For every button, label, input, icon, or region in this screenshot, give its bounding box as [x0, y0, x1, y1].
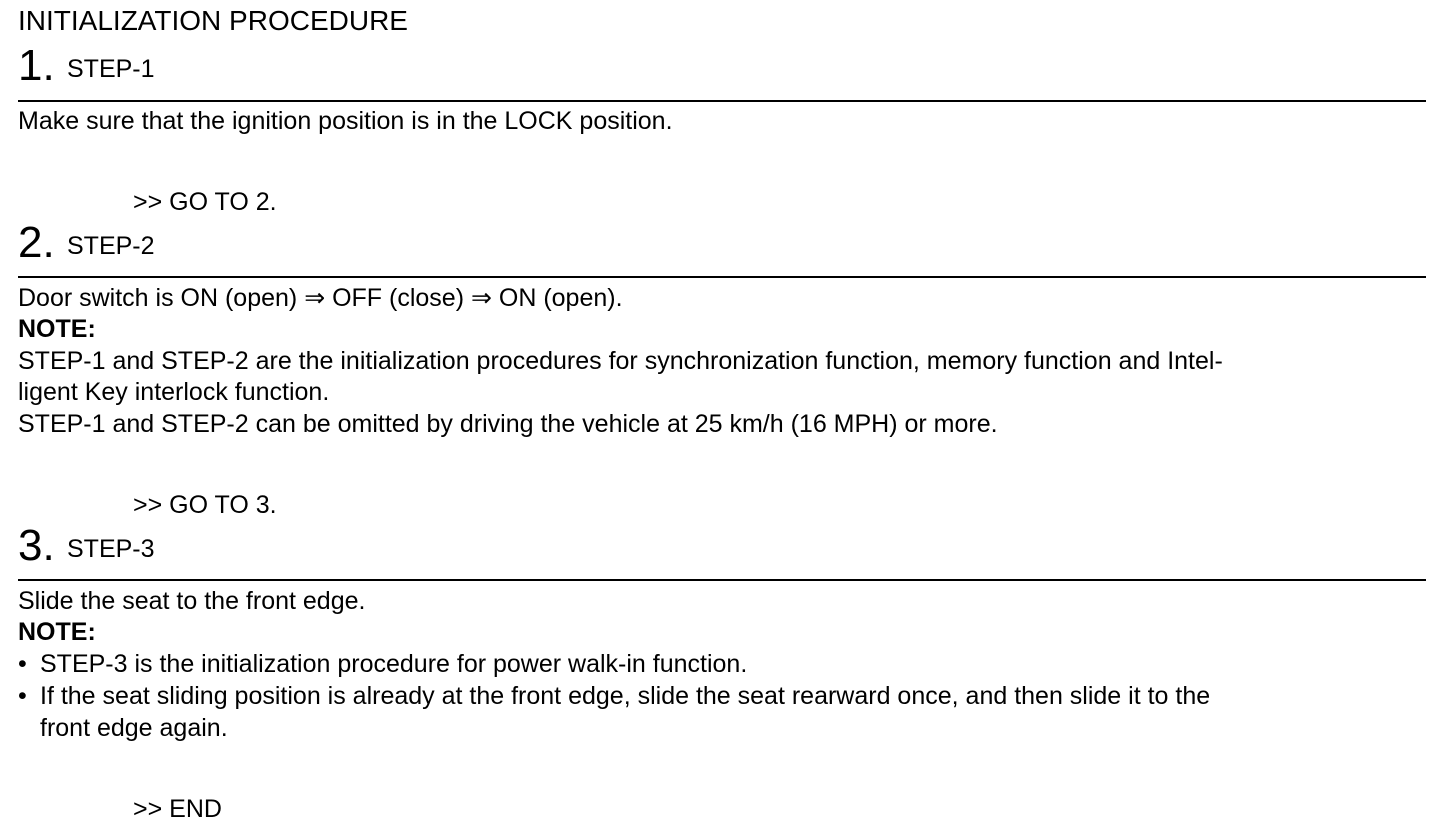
step-1-number: 1.	[18, 41, 55, 90]
step-2-note-label: NOTE:	[18, 315, 96, 343]
step-2-instruction: Door switch is ON (open) ⇒ OFF (close) ⇒ ON (open).	[18, 284, 623, 312]
step-2-divider	[18, 276, 1426, 278]
step-3-end: >> END	[133, 795, 222, 823]
step-2-note-line: STEP-1 and STEP-2 are the initialization procedures for synchronization function, memory function and Intel-	[18, 347, 1223, 375]
step-1-divider	[18, 100, 1426, 102]
step-3-number: 3.	[18, 521, 55, 570]
step-3-note-label: NOTE:	[18, 618, 96, 646]
step-3-note-bullet-continued: front edge again.	[40, 714, 228, 742]
step-3-name: STEP-3	[67, 535, 155, 563]
bullet-icon: •	[18, 650, 27, 678]
step-3-divider	[18, 579, 1426, 581]
step-1-name: STEP-1	[67, 55, 155, 83]
page-title: INITIALIZATION PROCEDURE	[18, 5, 408, 36]
step-2-goto: >> GO TO 3.	[133, 491, 277, 519]
bullet-icon: •	[18, 682, 27, 710]
step-3-instruction: Slide the seat to the front edge.	[18, 587, 366, 615]
step-3-note-bullet: If the seat sliding position is already at the front edge, slide the seat rearward once, and then slide it to the	[40, 682, 1211, 710]
step-2-note-line: STEP-1 and STEP-2 can be omitted by driving the vehicle at 25 km/h (16 MPH) or more.	[18, 410, 998, 438]
step-2-note-line: ligent Key interlock function.	[18, 378, 330, 406]
step-1-goto: >> GO TO 2.	[133, 188, 277, 216]
step-1-instruction: Make sure that the ignition position is in the LOCK position.	[18, 107, 673, 135]
step-2-number: 2.	[18, 218, 55, 267]
step-2-name: STEP-2	[67, 232, 155, 260]
step-3-note-bullet: STEP-3 is the initialization procedure for power walk-in function.	[40, 650, 748, 678]
